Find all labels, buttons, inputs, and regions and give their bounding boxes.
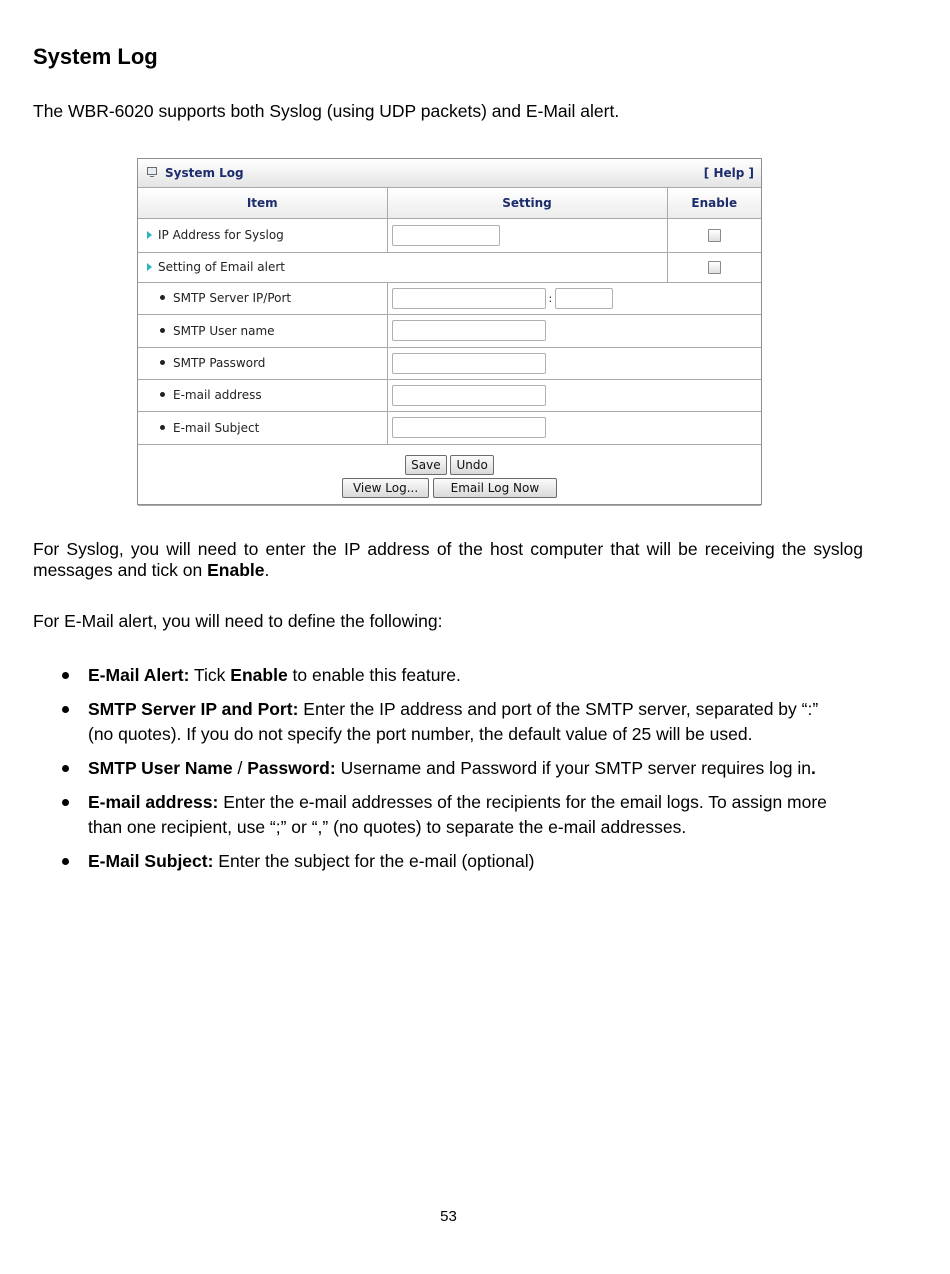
table-row xyxy=(138,282,761,314)
email-address-input[interactable] xyxy=(392,385,546,406)
bullet-bold: Password: xyxy=(247,758,336,778)
bullet-bold: E-Mail Alert: xyxy=(88,665,190,685)
bullet-text: / xyxy=(232,758,248,778)
table-row xyxy=(138,347,761,379)
list-item xyxy=(33,663,833,688)
bullet-bold: E-Mail Subject: xyxy=(88,851,214,871)
smtp-password-label: SMTP Password xyxy=(173,356,266,370)
bullet-dot xyxy=(160,392,165,397)
port-separator: : xyxy=(548,291,553,305)
bullet-bold: SMTP Server IP and Port: xyxy=(88,699,299,719)
smtp-password-label-cell xyxy=(138,347,387,379)
bullet-text: to enable this feature. xyxy=(287,665,461,685)
syslog-paragraph-end: . xyxy=(264,560,270,580)
bullet-text: Enter the IP address and port of the SMTP server, separated by “:” (no quotes). If you do not specify the port number, the default value of 25 will be used. xyxy=(88,699,819,744)
syslog-enable-checkbox[interactable] xyxy=(708,229,721,242)
smtp-password-input[interactable] xyxy=(392,353,546,374)
system-log-panel xyxy=(137,158,762,505)
smtp-user-input[interactable] xyxy=(392,320,546,341)
page-number: 53 xyxy=(440,1208,457,1225)
bullet-bold: . xyxy=(811,758,816,778)
bullet-text: Enter the subject for the e-mail (optional) xyxy=(213,851,535,871)
list-item xyxy=(33,756,833,781)
bullet-dot xyxy=(160,425,165,430)
table-row xyxy=(138,218,761,252)
syslog-label-cell xyxy=(138,218,387,252)
column-header-setting: Setting xyxy=(387,188,667,218)
page-title: System Log xyxy=(33,44,158,69)
email-subject-label-cell xyxy=(138,411,387,444)
table-row xyxy=(138,411,761,444)
view-log-button[interactable]: View Log... xyxy=(342,478,429,498)
panel-title: System Log xyxy=(165,166,244,180)
syslog-paragraph-text: For Syslog, you will need to enter the IP address of the host computer that will be receiving the syslog messages and tick on xyxy=(33,539,863,580)
syslog-label: IP Address for Syslog xyxy=(158,228,284,242)
smtp-user-setting-cell xyxy=(387,314,761,347)
table-row xyxy=(138,314,761,347)
email-paragraph: For E-Mail alert, you will need to define the following: xyxy=(33,611,443,631)
intro-text: The WBR-6020 supports both Syslog (using UDP packets) and E-Mail alert. xyxy=(33,101,620,121)
email-subject-input[interactable] xyxy=(392,417,546,438)
bullet-bold: Enable xyxy=(230,665,288,685)
email-address-label-cell xyxy=(138,379,387,411)
smtp-user-label-cell xyxy=(138,314,387,347)
arrow-icon xyxy=(147,231,152,239)
bullet-bold: E-mail address: xyxy=(88,792,219,812)
button-cell xyxy=(138,444,761,505)
smtp-server-ip-input[interactable] xyxy=(392,288,546,309)
save-button[interactable]: Save xyxy=(405,455,446,475)
bullet-dot xyxy=(160,295,165,300)
column-header-item: Item xyxy=(138,188,387,218)
smtp-port-input[interactable] xyxy=(555,288,613,309)
bullet-bold: SMTP User Name xyxy=(88,758,233,778)
email-alert-enable-checkbox[interactable] xyxy=(708,261,721,274)
list-item xyxy=(33,790,833,840)
bullet-text: Username and Password if your SMTP server requires log in xyxy=(335,758,811,778)
email-log-now-button[interactable]: Email Log Now xyxy=(433,478,557,498)
bullet-dot xyxy=(160,360,165,365)
email-subject-setting-cell xyxy=(387,411,761,444)
bullet-text: Tick xyxy=(189,665,231,685)
syslog-ip-input[interactable] xyxy=(392,225,500,246)
smtp-server-setting-cell xyxy=(387,282,761,314)
table-row xyxy=(138,252,761,282)
table-header-row xyxy=(138,188,761,218)
column-header-enable: Enable xyxy=(667,188,761,218)
panel-header xyxy=(138,159,761,188)
syslog-paragraph-bold: Enable xyxy=(207,560,265,580)
help-link[interactable]: [ Help ] xyxy=(703,166,754,180)
smtp-server-label-cell xyxy=(138,282,387,314)
settings-bullet-list xyxy=(33,663,833,883)
smtp-user-label: SMTP User name xyxy=(173,323,275,338)
bullet-dot xyxy=(160,328,165,333)
email-address-setting-cell xyxy=(387,379,761,411)
button-row xyxy=(138,444,761,505)
list-item xyxy=(33,697,833,747)
syslog-enable-cell xyxy=(667,218,761,252)
list-item xyxy=(33,849,833,874)
email-alert-label: Setting of Email alert xyxy=(158,260,285,274)
email-alert-label-cell xyxy=(138,252,667,282)
arrow-icon xyxy=(147,263,152,271)
email-alert-enable-cell xyxy=(667,252,761,282)
settings-table xyxy=(138,188,761,506)
undo-button[interactable]: Undo xyxy=(450,455,493,475)
smtp-password-setting-cell xyxy=(387,347,761,379)
window-icon xyxy=(147,167,157,175)
email-subject-label: E-mail Subject xyxy=(173,420,260,435)
syslog-setting-cell xyxy=(387,218,667,252)
smtp-server-label: SMTP Server IP/Port xyxy=(173,291,292,305)
email-address-label: E-mail address xyxy=(173,388,262,402)
syslog-paragraph xyxy=(33,539,863,581)
bullet-text: Enter the e-mail addresses of the recipients for the email logs. To assign more than one recipient, use “;” or “,” (no quotes) to separate the e-mail addresses. xyxy=(88,792,827,837)
table-row xyxy=(138,379,761,411)
